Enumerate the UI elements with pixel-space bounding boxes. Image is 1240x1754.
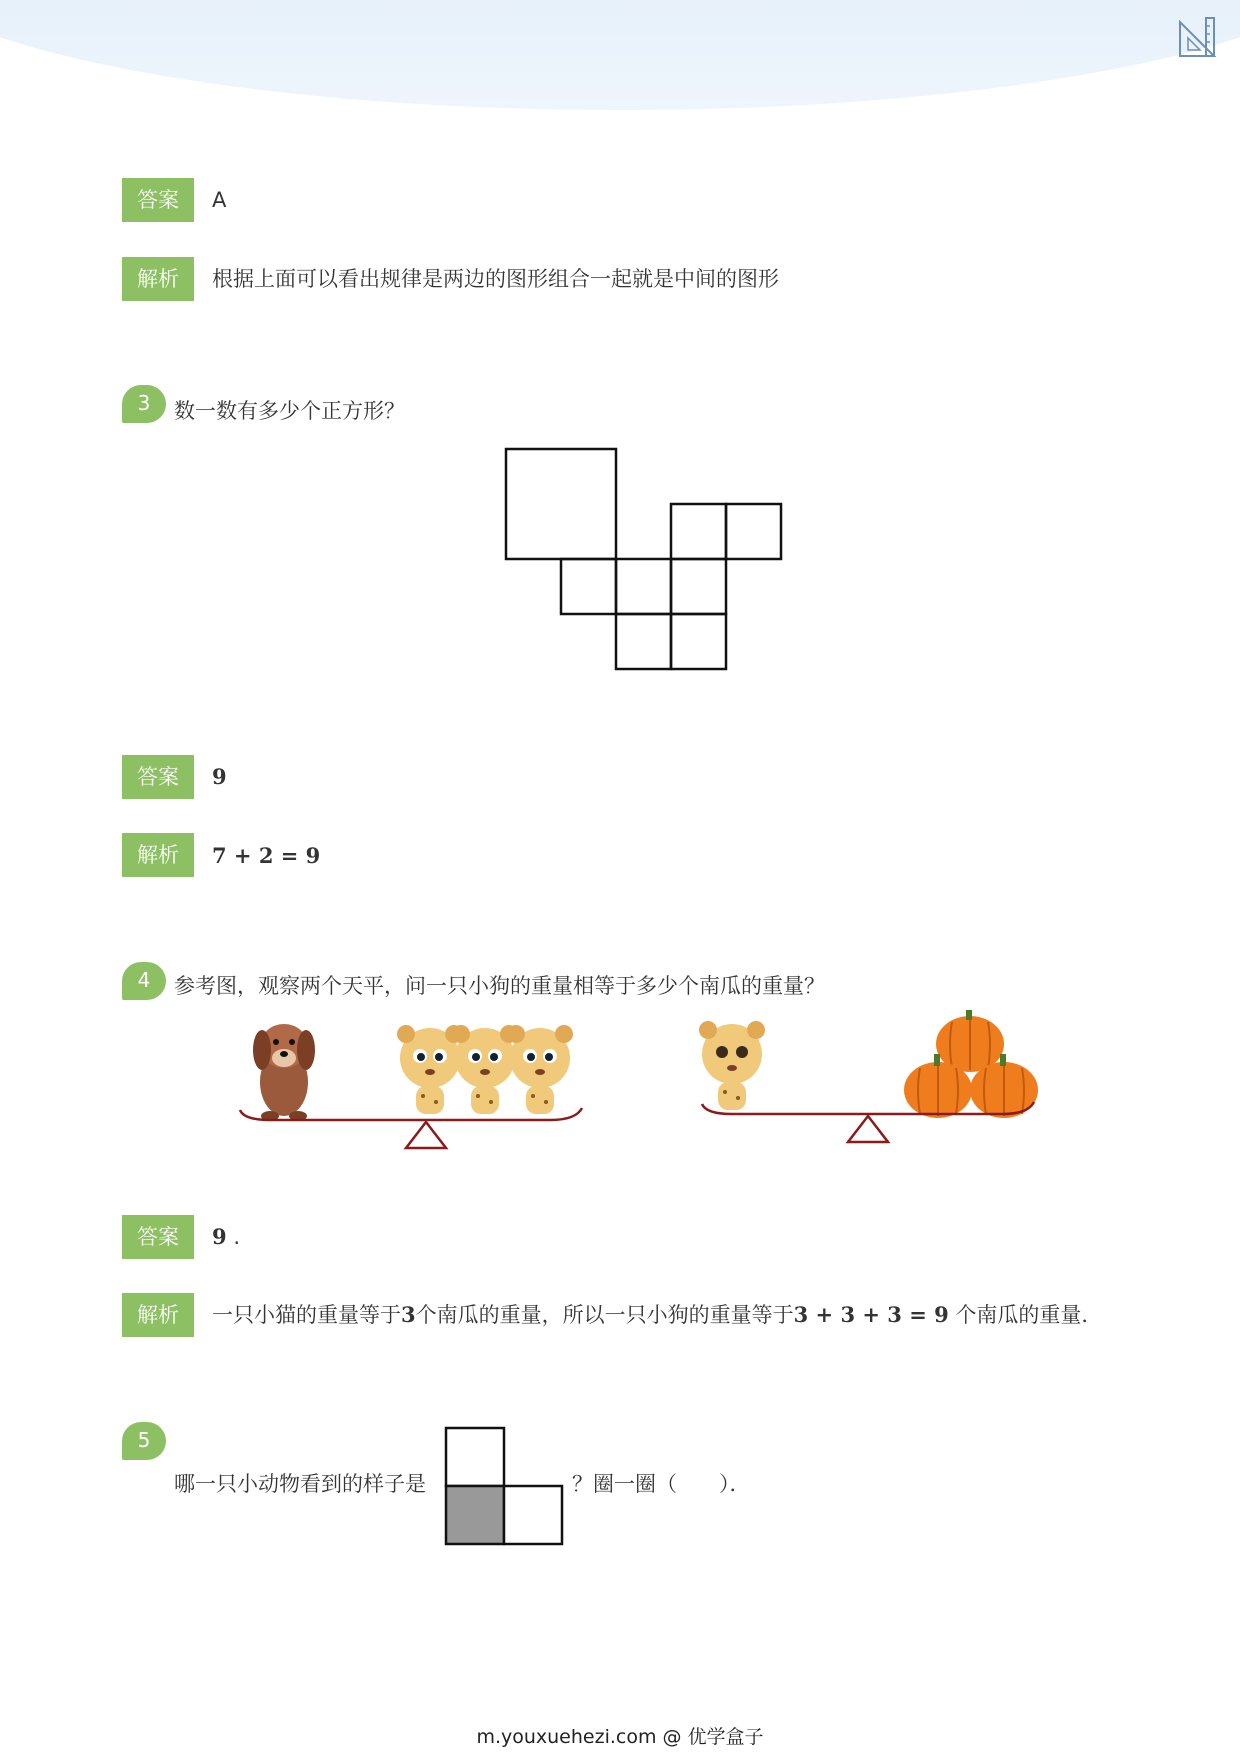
question-number-3: 3 [122, 385, 166, 423]
q4-analysis-math-1: 3 [401, 1302, 416, 1327]
q2-analysis: 根据上面可以看出规律是两边的图形组合一起就是中间的图形 [212, 267, 779, 291]
q4-analysis [212, 1301, 1102, 1329]
leopard-cub-icon [699, 1021, 765, 1110]
squares-figure [504, 447, 786, 673]
header-banner [0, 0, 1240, 110]
answer-tag: 答案 [122, 1215, 194, 1259]
q3-analysis: 7 + 2 = 9 [212, 843, 321, 868]
answer-tag: 答案 [122, 178, 194, 222]
q4-analysis-math-2: 3 + 3 + 3 = 9 [793, 1302, 949, 1327]
q4-analysis-text-2: 个南瓜的重量，所以一只小狗的重量等于 [415, 1303, 794, 1327]
q5-question-after: ？圈一圈（ ）． [572, 1472, 751, 1496]
q4-question: 参考图，观察两个天平，问一只小狗的重量相等于多少个南瓜的重量？ [174, 974, 825, 998]
ruler-triangle-icon [1176, 16, 1220, 60]
q4-answer-suffix: . [233, 1225, 240, 1249]
analysis-tag: 解析 [122, 257, 194, 301]
analysis-tag: 解析 [122, 1293, 194, 1337]
q4-answer: 9 [212, 1224, 227, 1249]
question-number-5: 5 [122, 1422, 166, 1460]
balance-scale-right [692, 1010, 1042, 1150]
leopard-cub-icon [507, 1025, 573, 1114]
answer-tag: 答案 [122, 755, 194, 799]
question-number-4: 4 [122, 962, 166, 1000]
q4-answer-line [212, 1223, 240, 1251]
pumpkin-icon [936, 1010, 1004, 1072]
balance-scale-left [230, 1010, 590, 1150]
dog-icon [253, 1024, 315, 1121]
leopard-cub-icon [397, 1025, 463, 1114]
q4-analysis-text-3: 个南瓜的重量． [948, 1303, 1103, 1327]
view-figure [444, 1426, 566, 1548]
q4-analysis-text-1: 一只小猫的重量等于 [212, 1303, 401, 1327]
leopard-cub-icon [452, 1025, 518, 1114]
q3-question: 数一数有多少个正方形？ [174, 399, 405, 423]
footer-url: m.youxuehezi.com @ 优学盒子 [476, 1726, 764, 1748]
q2-answer: A [212, 188, 227, 212]
analysis-tag: 解析 [122, 833, 194, 877]
q5-question-before: 哪一只小动物看到的样子是 [174, 1472, 426, 1496]
q3-answer: 9 [212, 764, 227, 789]
